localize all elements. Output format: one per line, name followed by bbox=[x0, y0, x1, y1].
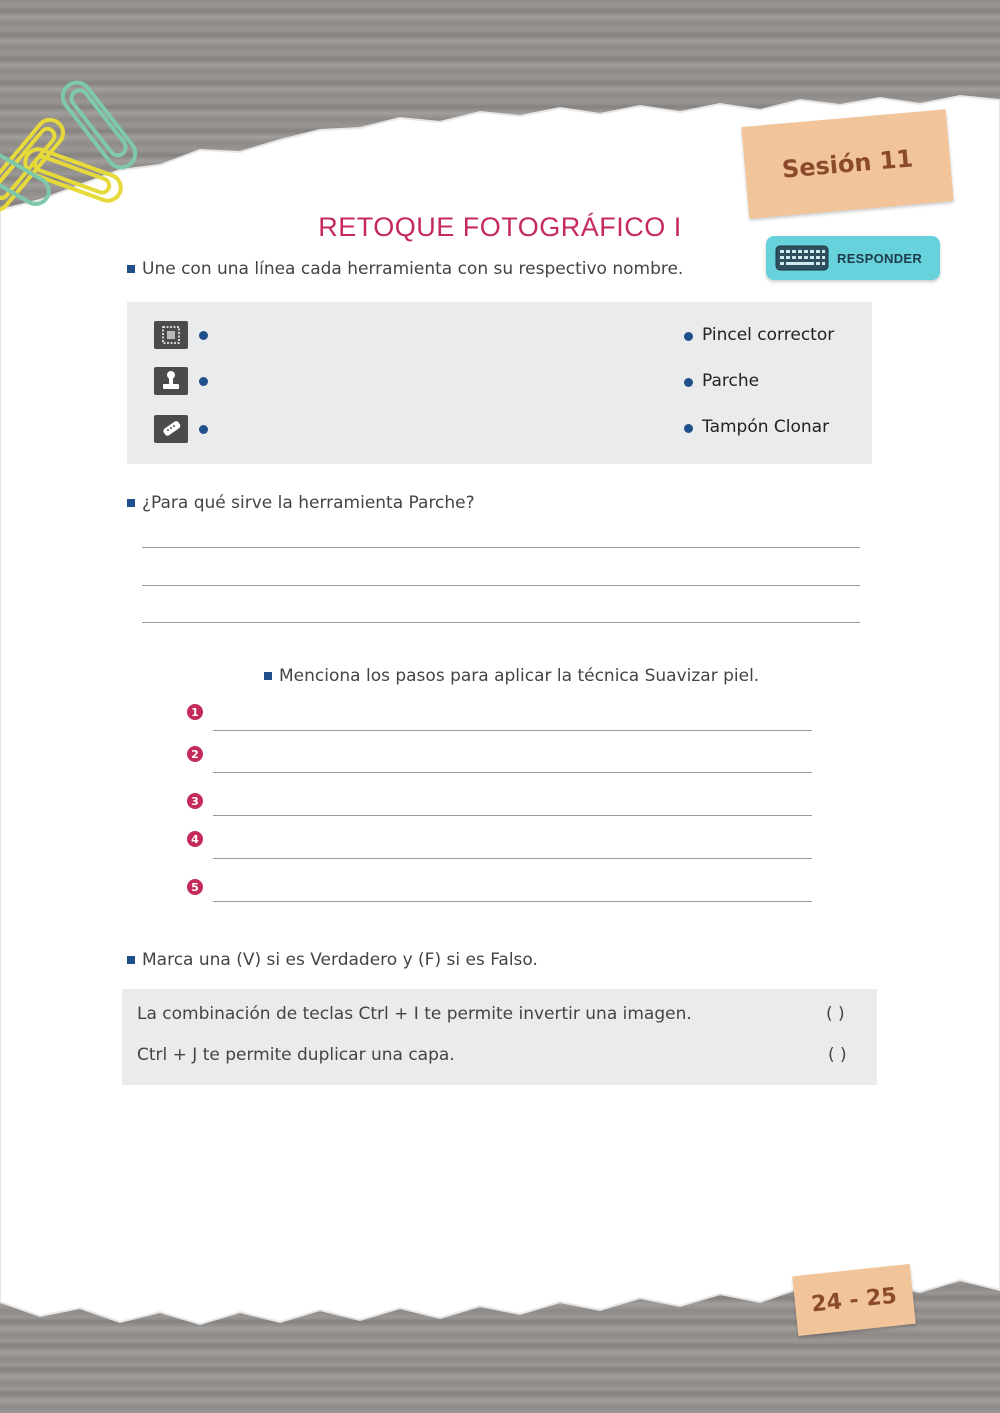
question-4 bbox=[127, 950, 538, 970]
statement-2: Ctrl + J te permite duplicar una capa. bbox=[137, 1045, 455, 1065]
healing-brush-tool-icon bbox=[154, 415, 188, 443]
question-3 bbox=[264, 666, 759, 686]
step-number-3: 3 bbox=[187, 793, 203, 809]
patch-tool-icon bbox=[154, 321, 188, 349]
step-number-1: 1 bbox=[187, 704, 203, 720]
question-4-prompt: Marca una (V) si es Verdadero y (F) si es Falso. bbox=[142, 950, 538, 970]
clone-stamp-tool-icon bbox=[154, 367, 188, 395]
step-line-3[interactable] bbox=[213, 815, 812, 816]
keyboard-icon bbox=[775, 245, 829, 271]
question-1-prompt: Une con una línea cada herramienta con su respectivo nombre. bbox=[142, 259, 684, 279]
left-dot-1[interactable] bbox=[199, 331, 208, 340]
statement-1: La combinación de teclas Ctrl + I te permite invertir una imagen. bbox=[137, 1004, 692, 1024]
step-number-5: 5 bbox=[187, 879, 203, 895]
step-number-2: 2 bbox=[187, 746, 203, 762]
bullet-square-icon bbox=[127, 956, 135, 964]
bullet-square-icon bbox=[264, 672, 272, 680]
page-number-tag: 24 - 25 bbox=[792, 1264, 916, 1336]
step-line-2[interactable] bbox=[213, 772, 812, 773]
option-pincel-corrector: Pincel corrector bbox=[702, 325, 835, 345]
option-parche: Parche bbox=[702, 371, 760, 391]
question-1 bbox=[127, 259, 683, 279]
answer-line-q2-3[interactable] bbox=[142, 622, 860, 623]
question-2 bbox=[127, 493, 475, 513]
step-line-5[interactable] bbox=[213, 901, 812, 902]
step-line-4[interactable] bbox=[213, 858, 812, 859]
answer-box-2[interactable]: ( ) bbox=[828, 1045, 847, 1065]
right-dot-1[interactable] bbox=[684, 332, 693, 341]
right-dot-3[interactable] bbox=[684, 424, 693, 433]
page-title: RETOQUE FOTOGRÁFICO I bbox=[318, 212, 682, 242]
session-tag: Sesión 11 bbox=[741, 109, 953, 219]
answer-line-q2-2[interactable] bbox=[142, 585, 860, 586]
answer-box-1[interactable]: ( ) bbox=[826, 1004, 845, 1024]
left-dot-2[interactable] bbox=[199, 377, 208, 386]
right-dot-2[interactable] bbox=[684, 378, 693, 387]
bullet-square-icon bbox=[127, 265, 135, 273]
step-line-1[interactable] bbox=[213, 730, 812, 731]
responder-button[interactable] bbox=[766, 236, 940, 280]
responder-label: RESPONDER bbox=[837, 250, 923, 266]
paper-clips-decoration bbox=[0, 70, 170, 230]
answer-line-q2-1[interactable] bbox=[142, 547, 860, 548]
option-tampon-clonar: Tampón Clonar bbox=[702, 417, 830, 437]
bullet-square-icon bbox=[127, 499, 135, 507]
question-3-prompt: Menciona los pasos para aplicar la técnica Suavizar piel. bbox=[279, 666, 760, 686]
step-number-4: 4 bbox=[187, 831, 203, 847]
left-dot-3[interactable] bbox=[199, 425, 208, 434]
question-2-prompt: ¿Para qué sirve la herramienta Parche? bbox=[142, 493, 475, 513]
